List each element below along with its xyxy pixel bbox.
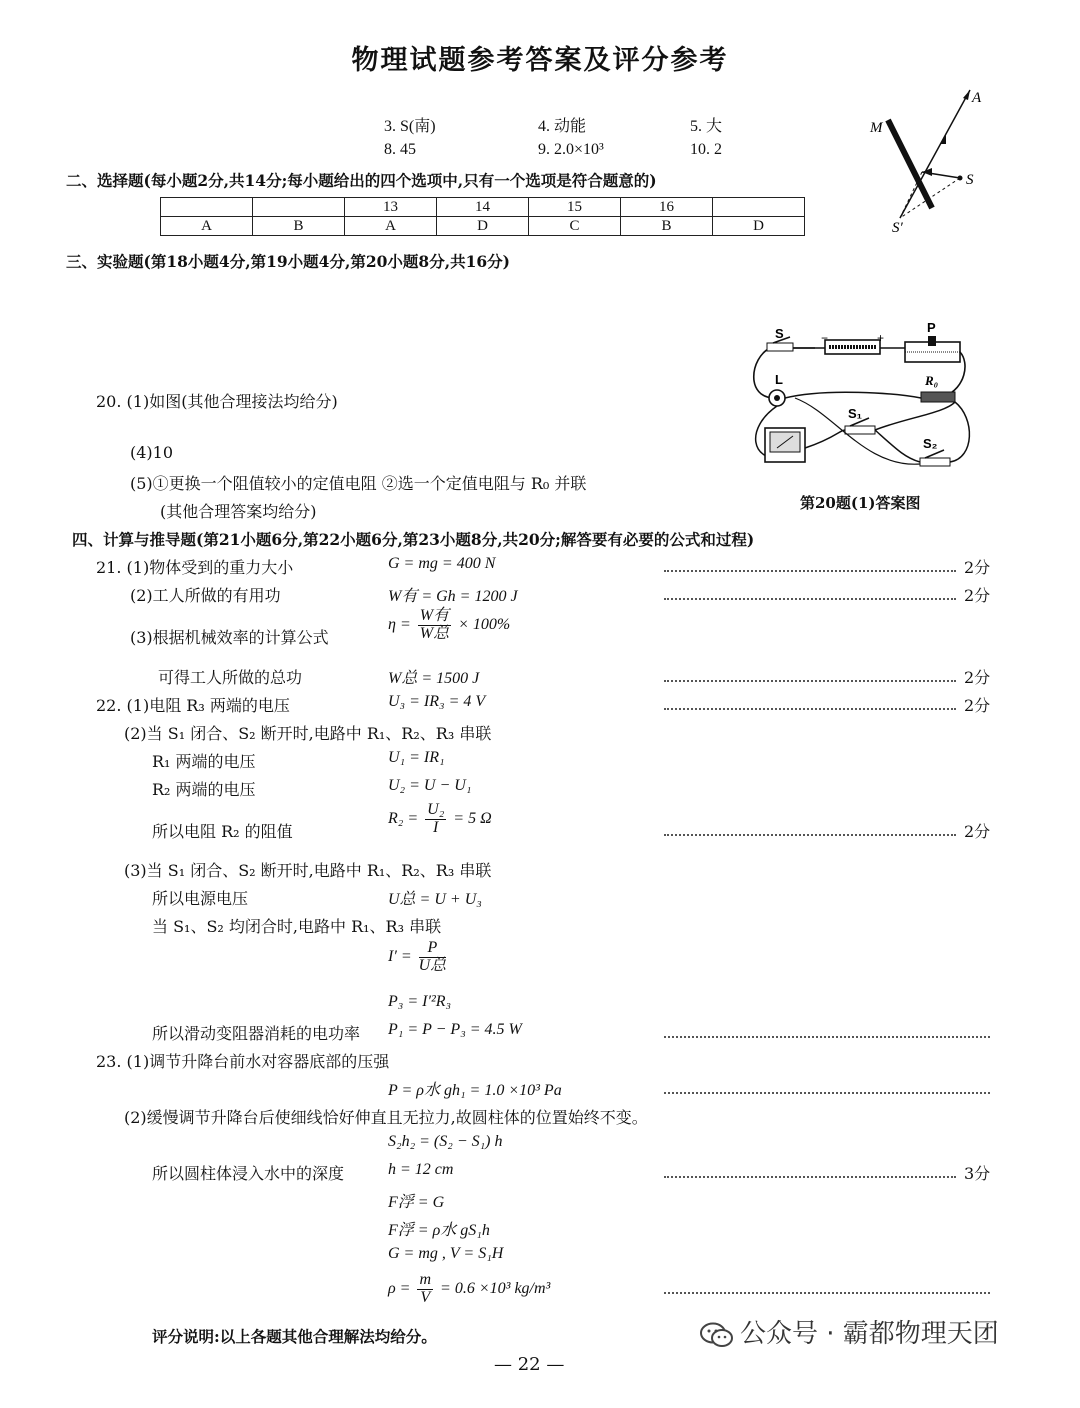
q22-3a-formula: U总 = U + U₃ (388, 891, 482, 908)
q21-3b-text: 可得工人所做的总功 (158, 668, 303, 687)
dotted-leader (664, 1176, 956, 1178)
q23-2b-formula: h = 12 cm (388, 1161, 454, 1178)
q23-2f-formula: ρ = $\frac{m}{V}$ = 0.6 ×10³ kg/m³ (388, 1271, 551, 1306)
q23-1-formula: P = ρ水 gh₁ = 1.0 ×10³ Pa (388, 1082, 562, 1099)
table-cell: 16 (621, 198, 713, 217)
table-cell (161, 198, 253, 217)
circuit-label-s1: S₁ (848, 406, 863, 421)
q23-2-text: (2)缓慢调节升降台后使细线恰好伸直且无拉力,故圆柱体的位置始终不变。 (124, 1108, 648, 1127)
dotted-leader (664, 708, 956, 710)
table-cell: D (437, 217, 529, 236)
q21-2-score: 2分 (964, 586, 991, 605)
section4-header: 四、计算与推导题(第21小题6分,第22小题6分,第23小题8分,共20分;解答要有必要的公式和过程) (72, 530, 755, 549)
table-cell: 15 (529, 198, 621, 217)
table-cell: A (161, 217, 253, 236)
q21-1-text: 21. (1)物体受到的重力大小 (96, 558, 294, 577)
dotted-leader (664, 834, 956, 836)
mirror-label-m: M (870, 120, 883, 136)
dotted-leader (664, 1036, 990, 1038)
q22-2c-text: 所以电阻 R₂ 的阻值 (152, 822, 293, 841)
svg-text:+: + (877, 331, 885, 345)
table-cell: A (345, 217, 437, 236)
page-title: 物理试题参考答案及评分参考 (351, 45, 729, 76)
dotted-leader (664, 570, 956, 572)
table-cell: 13 (345, 198, 437, 217)
q20-part5-note: (其他合理答案均给分) (160, 502, 317, 521)
mirror-label-a: A (972, 90, 982, 106)
svg-text:−: − (821, 331, 829, 345)
circuit-label-r0: R₀ (925, 373, 939, 388)
table-cell: 14 (437, 198, 529, 217)
circuit-label-l: L (775, 372, 783, 387)
q23-2e-formula: G = mg , V = S₁H (388, 1245, 504, 1262)
watermark-text: 公众号 · 霸都物理天团 (740, 1319, 999, 1349)
q22-2a-text: R₁ 两端的电压 (152, 752, 256, 771)
q22-3d-formula: P₃ = I′²R₃ (388, 993, 452, 1010)
q22-3-text: (3)当 S₁ 闭合、S₂ 断开时,电路中 R₁、R₂、R₃ 串联 (124, 861, 492, 880)
answer-10: 10. 2 (690, 141, 722, 158)
mirror-label-s: S (966, 172, 974, 188)
watermark (700, 1313, 999, 1350)
q22-1-text: 22. (1)电阻 R₃ 两端的电压 (96, 696, 290, 715)
q21-2-formula: W有 = Gh = 1200 J (388, 588, 518, 605)
section3-header: 三、实验题(第18小题4分,第19小题4分,第20小题8分,共16分) (66, 252, 510, 271)
q20-part4: (4)10 (130, 443, 174, 462)
table-cell: B (621, 217, 713, 236)
q21-3-text: (3)根据机械效率的计算公式 (130, 628, 329, 647)
table-cell: B (253, 217, 345, 236)
circuit-label-s: S (775, 326, 784, 341)
q22-1-score: 2分 (964, 696, 991, 715)
page-number: — 22 — (494, 1354, 565, 1375)
answer-8: 8. 45 (384, 141, 416, 158)
q23-2c-formula: F浮 = G (388, 1194, 445, 1211)
answer-3: 3. S(南) (384, 118, 436, 135)
q23-2b-text: 所以圆柱体浸入水中的深度 (152, 1164, 345, 1183)
q22-2-text: (2)当 S₁ 闭合、S₂ 断开时,电路中 R₁、R₂、R₃ 串联 (124, 724, 492, 743)
q22-2c-score: 2分 (964, 822, 991, 841)
circuit-diagram (745, 318, 975, 478)
q22-3c-formula: I′ = $\frac{P}{\text{U总}}$ (388, 939, 447, 974)
q20-part1: 20. (1)如图(其他合理接法均给分) (96, 392, 338, 411)
answer-4: 4. 动能 (538, 118, 587, 135)
q21-2-text: (2)工人所做的有用功 (130, 586, 281, 605)
circuit-label-p: P (927, 320, 936, 335)
table-cell (713, 198, 805, 217)
wechat-icon (700, 1322, 734, 1348)
q22-3a-text: 所以电源电压 (152, 889, 249, 908)
q23-1-text: 23. (1)调节升降台前水对容器底部的压强 (96, 1052, 390, 1071)
dotted-leader (664, 598, 956, 600)
q22-2b-formula: U₂ = U − U₁ (388, 777, 472, 794)
table-cell: C (529, 217, 621, 236)
q23-2a-formula: S₂h₂ = (S₂ − S₁) h (388, 1133, 503, 1150)
dotted-leader (664, 1292, 990, 1294)
scoring-note: 评分说明:以上各题其他合理解法均给分。 (152, 1327, 437, 1346)
dotted-leader (664, 1092, 990, 1094)
table-cell (253, 198, 345, 217)
q21-1-score: 2分 (964, 558, 991, 577)
q23-2b-score: 3分 (964, 1164, 991, 1183)
q21-3-formula: η = $\frac{\text{W有}}{\text{W总}}$ × 100% (388, 607, 511, 642)
answer-9: 9. 2.0×10³ (538, 141, 604, 158)
q22-1-formula: U₃ = IR₃ = 4 V (388, 693, 486, 710)
q21-3b-score: 2分 (964, 668, 991, 687)
q22-3b-text: 当 S₁、S₂ 均闭合时,电路中 R₁、R₃ 串联 (152, 917, 442, 936)
table-cell: D (713, 217, 805, 236)
q23-2d-formula: F浮 = ρ水 gS₁h (388, 1222, 490, 1239)
circuit-caption: 第20题(1)答案图 (800, 494, 921, 512)
answer-5: 5. 大 (690, 118, 723, 135)
dotted-leader (664, 680, 956, 682)
q22-2b-text: R₂ 两端的电压 (152, 780, 256, 799)
circuit-label-s2: S₂ (923, 436, 938, 451)
q22-3e-formula: P₁ = P − P₃ = 4.5 W (388, 1021, 522, 1038)
q22-2a-formula: U₁ = IR₁ (388, 749, 445, 766)
section2-header: 二、选择题(每小题2分,共14分;每小题给出的四个选项中,只有一个选项是符合题意的) (66, 171, 657, 190)
q20-part5: (5)①更换一个阻值较小的定值电阻 ②选一个定值电阻与 R₀ 并联 (130, 474, 587, 493)
q21-1-formula: G = mg = 400 N (388, 555, 496, 572)
q22-2c-formula: R₂ = $\frac{\text{U₂}}{I}$ = 5 Ω (388, 801, 492, 836)
mirror-label-s-prime: S′ (892, 220, 903, 235)
q21-3b-formula: W总 = 1500 J (388, 670, 480, 687)
choice-answer-table (160, 197, 805, 236)
q22-3e-text: 所以滑动变阻器消耗的电功率 (152, 1024, 361, 1043)
mirror-diagram (860, 80, 1000, 235)
